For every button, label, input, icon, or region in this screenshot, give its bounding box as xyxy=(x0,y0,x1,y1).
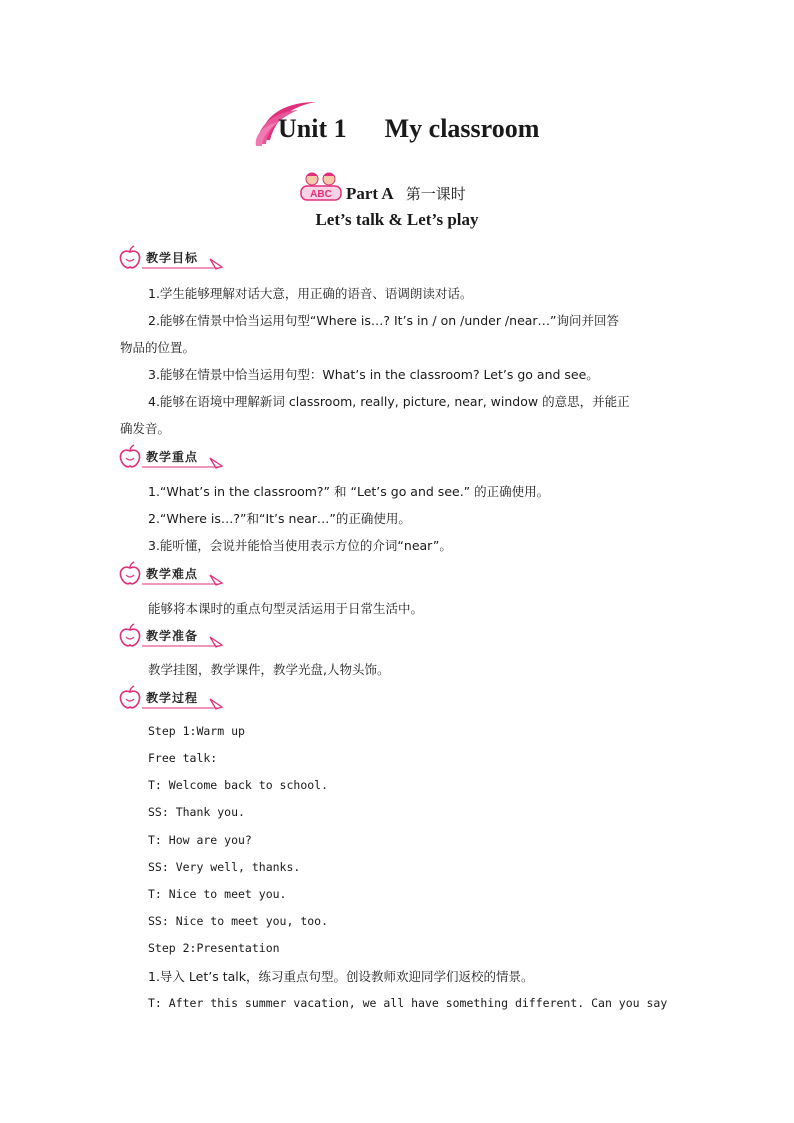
lesson-subtitle: Let’s talk & Let’s play xyxy=(315,210,479,229)
section-heading-preparation xyxy=(118,623,228,649)
text-line: 3.能够在情景中恰当运用句型：What’s in the classroom? Let’s go and see。 xyxy=(148,367,599,382)
section-label: 教学过程 xyxy=(146,691,199,705)
lesson-label: 第一课时 xyxy=(405,185,466,203)
section-heading-difficulties xyxy=(118,561,228,587)
unit-title-row xyxy=(0,96,794,152)
text-line: T: Welcome back to school. xyxy=(148,778,329,792)
unit-name: My classroom xyxy=(384,114,540,143)
text-line: 3.能听懂，会说并能恰当使用表示方位的介词“near”。 xyxy=(148,538,452,553)
text-line: 2.“Where is…?”和“It’s near…”的正确使用。 xyxy=(148,511,411,526)
abc-kids-logo-icon xyxy=(298,170,344,204)
text-line: SS: Thank you. xyxy=(148,805,245,819)
text-line: 物品的位置。 xyxy=(120,340,196,355)
text-line: T: Nice to meet you. xyxy=(148,887,287,901)
section-heading-process xyxy=(118,685,228,711)
section-label: 教学准备 xyxy=(146,629,199,643)
page-title xyxy=(278,114,539,144)
text-line: 1.导入 Let’s talk，练习重点句型。创设教师欢迎同学们返校的情景。 xyxy=(148,969,534,984)
part-row xyxy=(0,178,794,208)
text-line: Step 1:Warm up xyxy=(148,724,245,738)
svg-text:ABC: ABC xyxy=(310,189,332,200)
text-line: 确发音。 xyxy=(120,421,171,436)
part-heading xyxy=(346,183,466,204)
unit-number: Unit 1 xyxy=(278,114,347,143)
text-line: 能够将本课时的重点句型灵活运用于日常生活中。 xyxy=(148,601,424,616)
text-line: T: After this summer vacation, we all have something different. Can you say xyxy=(148,996,668,1010)
section-label: 教学目标 xyxy=(146,251,199,265)
section-label: 教学难点 xyxy=(146,567,199,581)
section-heading-key-points xyxy=(118,444,228,470)
text-line: 4.能够在语境中理解新词 classroom, really, picture, near, window 的意思，并能正 xyxy=(148,394,630,409)
text-line: 1.“What’s in the classroom?” 和 “Let’s go and see.” 的正确使用。 xyxy=(148,484,550,499)
text-line: Free talk: xyxy=(148,751,218,765)
part-label: Part A xyxy=(346,184,394,203)
text-line: SS: Nice to meet you, too. xyxy=(148,914,329,928)
text-line: T: How are you? xyxy=(148,833,252,847)
text-line: 2.能够在情景中恰当运用句型“Where is…? It’s in / on /under /near…”询问并回答 xyxy=(148,313,620,328)
text-line: 教学挂图，教学课件，教学光盘,人物头饰。 xyxy=(148,662,390,677)
text-line: Step 2:Presentation xyxy=(148,941,280,955)
text-line: SS: Very well, thanks. xyxy=(148,860,301,874)
text-line: 1.学生能够理解对话大意，用正确的语音、语调朗读对话。 xyxy=(148,286,473,301)
section-label: 教学重点 xyxy=(146,450,199,464)
section-heading-objectives xyxy=(118,245,228,271)
